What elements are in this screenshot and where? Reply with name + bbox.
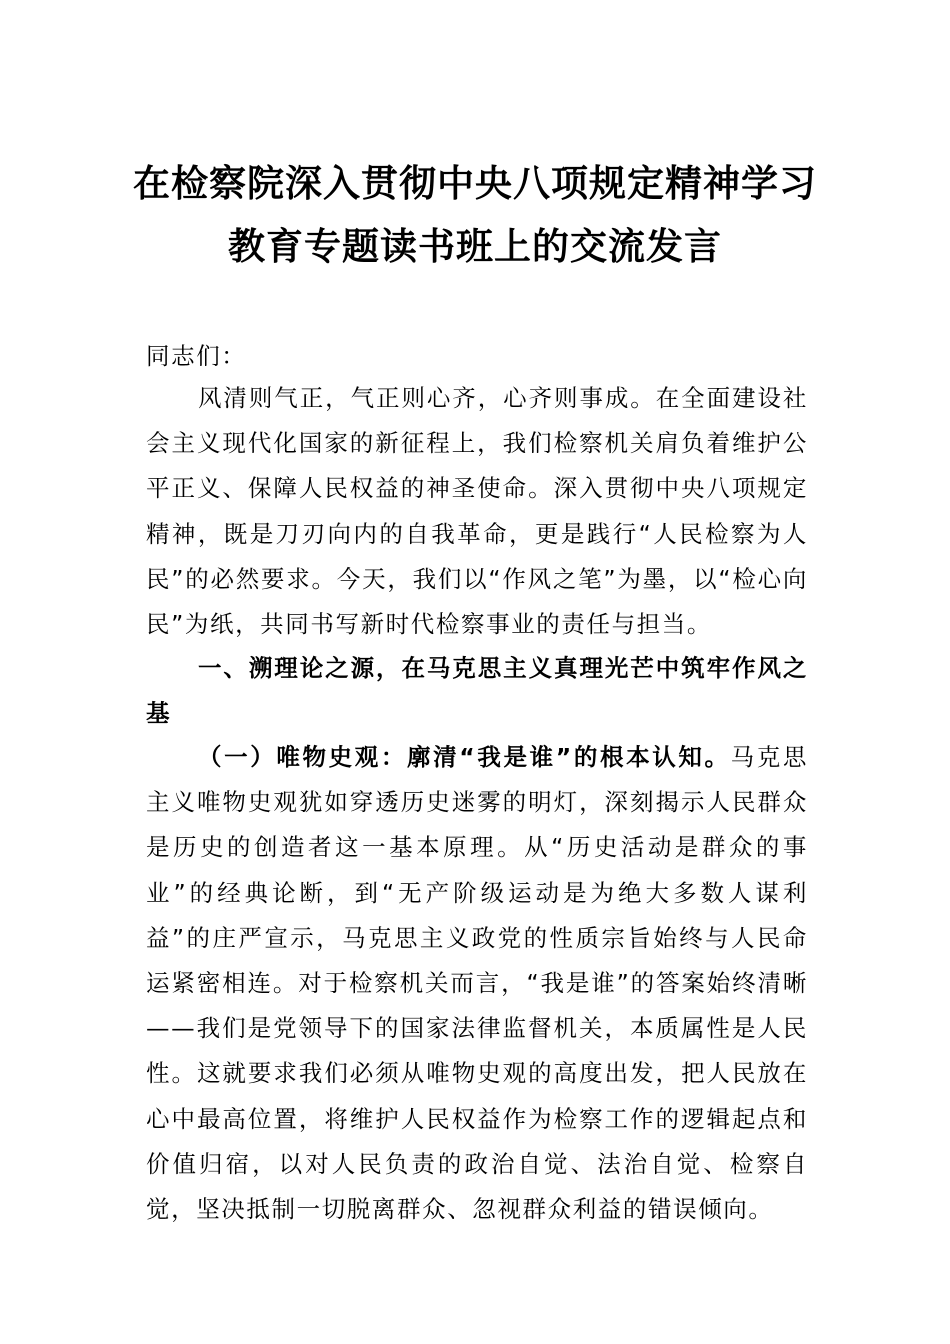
subsection-body: 马克思主义唯物史观犹如穿透历史迷雾的明灯，深刻揭示人民群众是历史的创造者这一基本原理。从“历史活动是群众的事业”的经典论断，到“无产阶级运动是为绝大多数人谋利益”的庄严宣示，马克思主义政党的性质宗旨始终与人民命运紧密相连。对于检察机关而言，“我是谁”的答案始终清晰——我们是党领导下的国家法律监督机关，本质属性是人民性。这就要求我们必须从唯物史观的高度出发，把人民放在心中最高位置，将维护人民权益作为检察工作的逻辑起点和价值归宿，以对人民负责的政治自觉、法治自觉、检察自觉，坚决抵制一切脱离群众、忽视群众利益的错误倾向。 (146, 743, 808, 1224)
document-title-line-2: 教育专题读书班上的交流发言 (228, 224, 722, 268)
salutation: 同志们： (146, 342, 247, 370)
document-title-line-1: 在检察院深入贯彻中央八项规定精神学习 (133, 161, 817, 205)
paragraph-section-1-1 (146, 735, 808, 1232)
subsection-lead: （一）唯物史观：廓清“我是谁”的根本认知。 (198, 743, 731, 771)
section-heading-1: 一、溯理论之源，在马克思主义真理光芒中筑牢作风之基 (146, 654, 808, 728)
paragraph-intro: 风清则气正，气正则心齐，心齐则事成。在全面建设社会主义现代化国家的新征程上，我们检察机关肩负着维护公平正义、保障人民权益的神圣使命。深入贯彻中央八项规定精神，既是刀刃向内的自我革命，更是践行“人民检察为人民”的必然要求。今天，我们以“作风之笔”为墨，以“检心向民”为纸，共同书写新时代检察事业的责任与担当。 (146, 384, 808, 639)
